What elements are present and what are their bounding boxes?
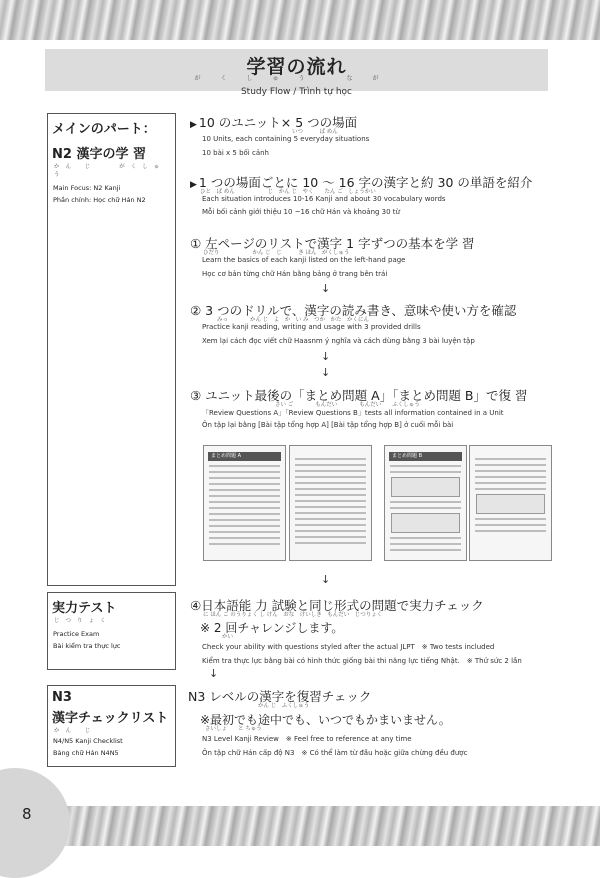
- flow-step-vietnamese: Ôn tập chữ Hán cấp độ N3 ※ Có thể làm từ đầu hoặc giữa chừng đều được: [202, 749, 468, 757]
- flow-step-title: 10 のユニット× 5 つの場面: [198, 115, 358, 130]
- page-number-circle: [0, 768, 70, 878]
- flow-step-vietnamese: Học cơ bản từng chữ Hán bằng bảng ở trang bên trái: [202, 270, 388, 278]
- page-subtitle: Study Flow / Trình tự học: [240, 87, 353, 97]
- down-arrow-icon: ↓: [321, 350, 331, 363]
- flow-step-furigana: いつ ば めん: [292, 129, 338, 135]
- flow-step-english: N3 Level Kanji Review ※ Feel free to reference at any time: [202, 735, 412, 743]
- side-vietnamese: Phần chính: Học chữ Hán N2: [53, 196, 146, 204]
- flow-step-vietnamese: Ôn tập lại bằng [Bài tập tổng hợp A] [Bài tập tổng hợp B] ở cuối mỗi bài: [202, 421, 454, 429]
- side-panel-practice-exam: [47, 592, 176, 670]
- flow-step-vietnamese: 10 bài x 5 bối cảnh: [202, 149, 269, 157]
- page-title: 学習の流れ: [246, 56, 347, 78]
- side-subheading: N2 漢字の学 習: [52, 147, 146, 162]
- down-arrow-icon: ↓: [321, 573, 331, 586]
- thumbnail-heading: まとめ問題 B: [389, 452, 462, 461]
- flow-step-vietnamese: Xem lại cách đọc viết chữ Haasnm ý nghĩa và cách dùng bằng 3 bài luyện tập: [202, 337, 475, 345]
- flow-step-title: ③ ユニット最後の「まとめ問題 A」「まとめ問題 B」で復 習: [190, 388, 528, 403]
- side-subheading: 漢字チェックリスト: [52, 711, 169, 726]
- flow-step-english: 10 Units, each containing 5 everyday situations: [202, 135, 370, 143]
- flow-step-vietnamese: Mỗi bối cảnh giới thiệu 10 ~16 chữ Hán và khoảng 30 từ: [202, 208, 400, 216]
- flow-step-english: Learn the basics of each kanji listed on the left-hand page: [202, 256, 406, 264]
- flow-step-title: N3 レベルの漢字を復習チェック: [188, 689, 372, 704]
- triangle-bullet-icon: ▶: [190, 120, 197, 130]
- flow-step-title: ④日本語能 力 試験と同じ形式の問題で実力チェック: [190, 598, 484, 613]
- flow-step-title: ① 左ページのリストで漢字 1 字ずつの基本を学 習: [190, 236, 475, 251]
- side-english: N4/N5 Kanji Checklist: [53, 737, 123, 745]
- flow-step-note: ※ 2 回チャレンジします。: [200, 621, 344, 635]
- flow-step-furigana: さい ご もんだい もんだい ふくしゅう: [275, 402, 420, 408]
- review-page-thumbnail: [203, 445, 286, 561]
- review-page-thumbnail: [469, 445, 552, 561]
- side-english: Main Focus: N2 Kanji: [53, 184, 121, 192]
- flow-step-english: Check your ability with questions styled after the actual JLPT ※ Two tests included: [202, 643, 495, 651]
- side-furigana: じつりょく: [54, 618, 112, 624]
- flow-step-english: 「Review Questions A」「Review Questions B」tests all information contained in a Unit: [202, 409, 504, 417]
- flow-step-english: Practice kanji reading, writing and usage with 3 provided drills: [202, 323, 421, 331]
- flow-step-note: ※最初でも途中でも、いつでもかまいません。: [200, 713, 451, 727]
- flow-step-title: ② 3 つのドリルで、漢字の読み書き、意味や使い方を確認: [190, 303, 517, 318]
- side-vietnamese: Bảng chữ Hán N4N5: [53, 749, 119, 757]
- side-panel-main-focus: [47, 113, 176, 586]
- thumbnail-heading: まとめ問題 A: [208, 452, 281, 461]
- flow-step-english: Each situation introduces 10-16 Kanji and about 30 vocabulary words: [202, 195, 446, 203]
- side-english: Practice Exam: [53, 630, 100, 638]
- flow-step-note-furigana: かい: [222, 634, 234, 640]
- flow-step-note-furigana: さいしょ と ちゅう: [205, 726, 262, 732]
- flow-step-furigana: みっ かん じ よ か い み つか かた かくにん: [217, 317, 369, 323]
- top-decorative-band: [0, 0, 600, 40]
- page-number: 8: [22, 805, 32, 823]
- flow-step-furigana: ひだり かん じ じ き ほん がくしゅう: [203, 250, 350, 256]
- side-furigana: かん じ がくしゅう: [54, 164, 166, 178]
- side-vietnamese: Bài kiểm tra thực lực: [53, 642, 121, 650]
- review-page-thumbnail: [289, 445, 372, 561]
- triangle-bullet-icon: ▶: [190, 180, 197, 190]
- down-arrow-icon: ↓: [321, 282, 331, 295]
- flow-step-furigana: ひと ば めん じ かん じ やく たん ご しょうかい: [200, 189, 376, 195]
- side-heading: 実力テスト: [52, 601, 117, 616]
- title-banner: [45, 49, 548, 97]
- down-arrow-icon: ↓: [209, 667, 219, 680]
- side-panel-kanji-checklist: [47, 685, 176, 767]
- side-furigana: かん じ: [54, 728, 97, 734]
- flow-step-furigana: に ほん ご のうりょく し けん おな けいしき もんだい じつりょく: [203, 612, 383, 618]
- review-page-thumbnail: [384, 445, 467, 561]
- down-arrow-icon: ↓: [321, 366, 331, 379]
- side-heading: メインのパート：: [52, 122, 156, 137]
- side-heading: N3: [52, 690, 72, 705]
- flow-step-vietnamese: Kiểm tra thực lực bằng bài có hình thức giống bài thi năng lực tiếng Nhật. ※ Thử sức 2 lần: [202, 657, 522, 665]
- bottom-decorative-band: [0, 806, 600, 846]
- flow-step-title: 1 つの場面ごとに 10 ～ 16 字の漢字と約 30 の単語を紹介: [198, 175, 533, 190]
- title-furigana: がくしゅう なが: [194, 75, 399, 82]
- flow-step-furigana: かん じ ふくしゅう: [258, 703, 310, 709]
